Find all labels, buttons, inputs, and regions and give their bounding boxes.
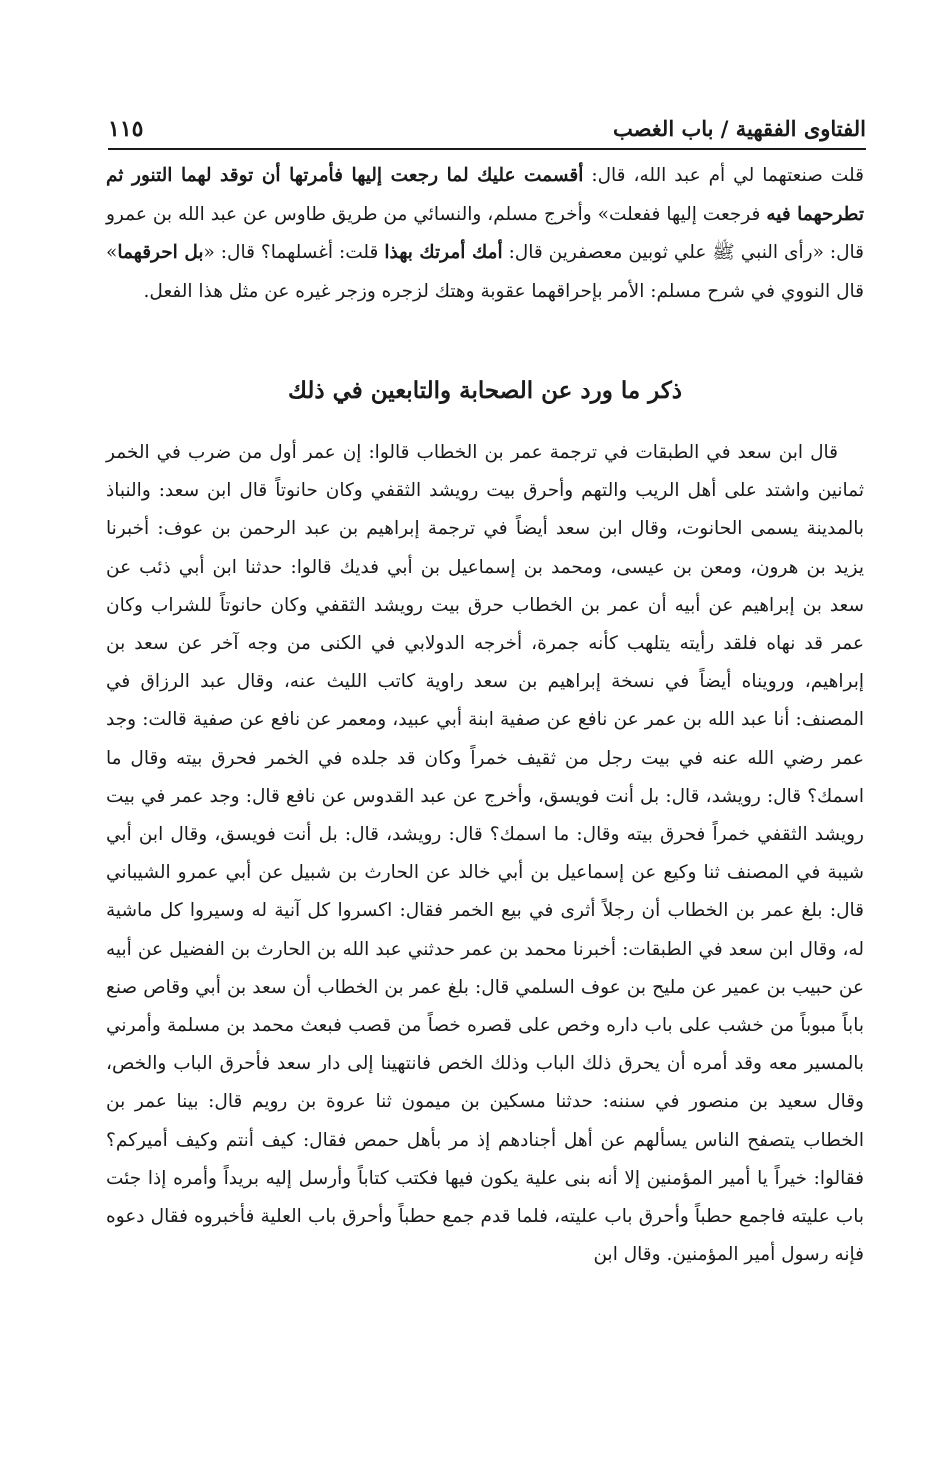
page-number: ١١٥ (108, 116, 144, 142)
running-title: الفتاوى الفقهية / باب الغصب (612, 116, 866, 141)
bold-quote: بل احرقهما (117, 242, 204, 263)
bold-quote: أمك أمرتك بهذا (384, 242, 503, 263)
main-paragraph (106, 434, 864, 1274)
header-divider (108, 148, 866, 150)
text-run: قال ابن سعد في الطبقات في ترجمة عمر بن الخطاب قالوا: إن عمر أول من ضرب في الخمر ثمانين واشتد على أهل الريب والتهم وأحرق بيت رويشد الثقفي وكان حانوتاً قال ابن سعد: والنباذ بالمدينة يسمى الحانوت، وقال ابن سعد أيضاً في ترجمة إبراهيم بن عبد الرحمن بن عوف: أخبرنا يزيد بن هرون، ومعن بن عيسى، ومحمد بن إسماعيل بن أبي فديك قالوا: حدثنا ابن أبي ذئب عن سعد بن إبراهيم عن أبيه أن عمر بن الخطاب حرق بيت رويشد الثقفي وكان حانوتاً للشراب وكان عمر قد نهاه فلقد رأيته يتلهب كأنه جمرة، أخرجه الدولابي في الكنى من وجه آخر عن سعد بن إبراهيم، ورويناه أيضاً في نسخة إبراهيم بن سعد راوية كاتب الليث عنه، وقال عبد الرزاق في المصنف: أنا عبد الله بن عمر عن نافع عن صفية ابنة أبي عبيد، ومعمر عن نافع عن صفية قالت: وجد عمر رضي الله عنه في بيت رجل من ثقيف خمراً وكان قد جلده في الخمر فحرق بيته وقال ما اسمك؟ قال: رويشد، قال: بل أنت فويسق، وأخرج عن عبد القدوس عن نافع قال: وجد عمر في بيت رويشد الثقفي خمراً فحرق بيته وقال: ما اسمك؟ قال: رويشد، قال: بل أنت فويسق، وقال ابن أبي شيبة في المصنف ثنا وكيع عن إسماعيل بن أبي خالد عن الحارث بن شبيل عن أبي عمرو الشيباني قال: بلغ عمر بن الخطاب أن رجلاً أثرى في بيع الخمر فقال: اكسروا كل آنية له وسيروا كل ماشية له، وقال ابن سعد في الطبقات: أخبرنا محمد بن عمر حدثني عبد الله بن الحارث بن الفضيل عن أبيه عن حبيب بن عمير عن مليح بن عوف السلمي قال: بلغ عمر بن الخطاب أن سعد بن أبي وقاص صنع باباً مبوباً من خشب على باب داره وخص على قصره خصاً من قصب فبعث محمد بن مسلمة وأمرني بالمسير معه وقد أمره أن يحرق ذلك الباب وذلك الخص فانتهينا إلى دار سعد فأحرق الباب والخص، وقال سعيد بن منصور في سننه: حدثنا مسكين بن ميمون ثنا عروة بن رويم قال: بينا عمر بن الخطاب يتصفح الناس يسألهم عن أهل أجنادهم إذ مر بأهل حمص فقال: كيف أنتم وكيف أميركم؟ فقالوا: خيراً يا أمير المؤمنين إلا أنه بنى علية يكون فيها فكتب كتاباً وأرسل إليه بريداً وأمره إذا جئت باب عليته فاجمع حطباً وأحرق باب عليته، فلما قدم جمع حطباً وأحرق باب العلية فأخبروه فقال دعوه فإنه رسول أمير المؤمنين. وقال ابن (106, 442, 864, 1266)
text-run: قلت: أغسلهما؟ قال: « (203, 242, 385, 263)
paragraph-text (106, 434, 864, 1274)
text-run: فرجعت إليها ففعلت» وأخرج مسلم، والنسائي من طريق طاوس عن عبد الله بن عمرو قال: «رأى النبي ﷺ علي ثوبين معصفرين قال: (106, 203, 865, 263)
bold-quote: أقسمت عليك لما رجعت إليها فأمرتها أن توقد لهما التنور ثم تطرحهما فيه (106, 165, 864, 225)
text-run: » قال النووي في شرح مسلم: الأمر بإحراقهما عقوبة وهتك لزجره وزجر غيره عن مثل هذا الفعل. (106, 242, 864, 302)
section-heading: ذكر ما ورد عن الصحابة والتابعين في ذلك (287, 377, 683, 404)
continuation-paragraph (106, 157, 864, 311)
paragraph-text (106, 157, 864, 311)
page-header (108, 112, 866, 148)
text-run: قلت صنعتهما لي أم عبد الله، قال: (583, 165, 864, 186)
